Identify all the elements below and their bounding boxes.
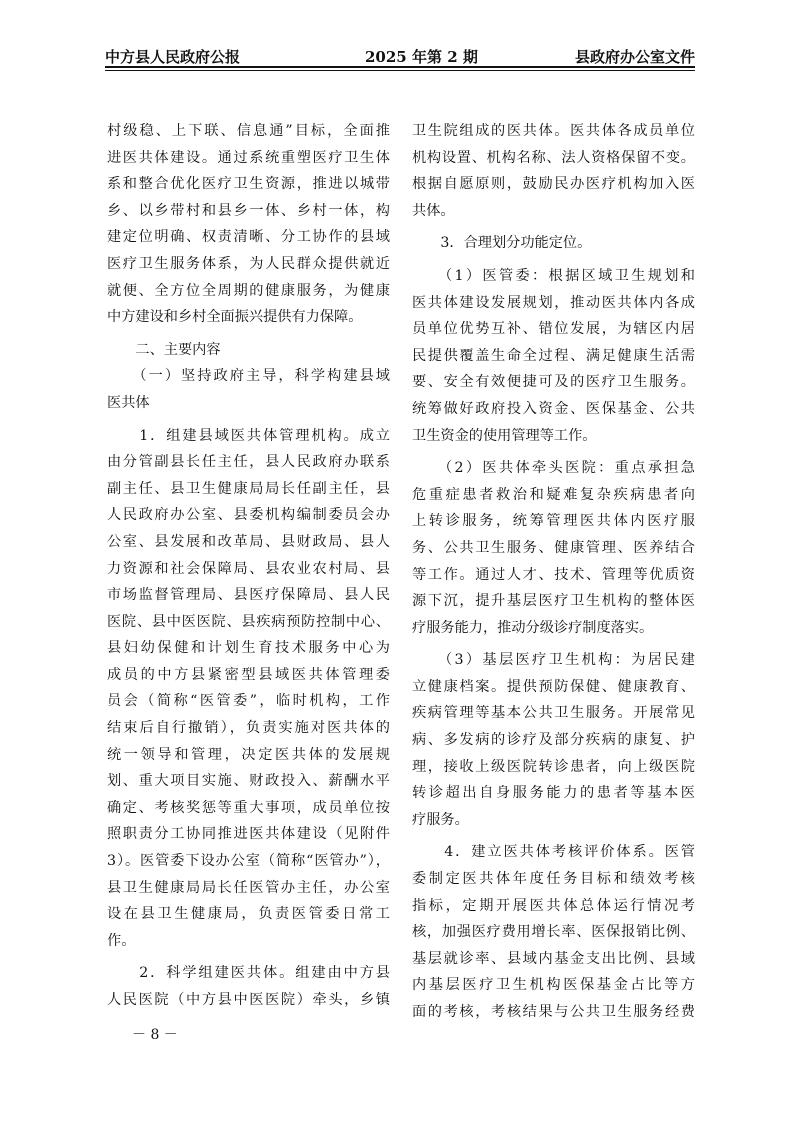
header-rule-thin — [105, 70, 695, 71]
text-line: （2）医共体牵头医院：重点承担急 — [412, 460, 695, 477]
text-line: 医共体 — [107, 394, 150, 411]
text-line: 基层就诊率、县域内基金支出比例、县域 — [412, 950, 695, 967]
header-publication-title: 中方县人民政府公报 — [105, 48, 241, 66]
header-rule-thick — [105, 66, 695, 68]
text-line: 统一领导和管理，决定医共体的发展规 — [107, 746, 390, 763]
text-line: 员会（简称“医管委”，临时机构，工作 — [107, 693, 390, 710]
text-line: 共体。 — [412, 202, 455, 219]
text-line: 理，接收上级医院转诊患者，向上级医院 — [412, 758, 695, 775]
text-line: 机构设置、机构名称、法人资格保留不变。 — [412, 149, 695, 166]
text-line: 结束后自行撤销），负责实施对医共体的 — [107, 720, 390, 737]
text-line: 医疗卫生服务体系，为人民群众提供就近 — [107, 255, 390, 272]
text-line: （一）坚持政府主导，科学构建县域 — [107, 368, 390, 385]
text-line: 卫生资金的使用管理等工作。 — [412, 427, 597, 444]
text-line: 照职责分工协同推进医共体建设（见附件 — [107, 826, 390, 843]
text-line: 民提供覆盖生命全过程、满足健康生活需 — [412, 347, 695, 364]
text-line: 副主任、县卫生健康局局长任副主任，县 — [107, 480, 390, 497]
text-line: 内基层医疗卫生机构医保基金占比等方 — [412, 977, 695, 994]
text-line: 公室、县发展和改革局、县财政局、县人 — [107, 533, 390, 550]
page-header — [105, 38, 695, 68]
text-line: 人民医院（中方县中医医院）牵头，乡镇 — [107, 992, 390, 1008]
text-line: 村级稳、上下联、信息通”目标，全面推 — [107, 123, 390, 139]
text-line: 指标，定期开展医共体总体运行情况考 — [412, 897, 695, 914]
text-line: 3．合理划分功能定位。 — [412, 235, 592, 252]
text-line: 就便、全方位全周期的健康服务，为健康 — [107, 282, 390, 299]
text-line: 病、多发病的诊疗及部分疾病的康复、护 — [412, 732, 695, 749]
text-line: 人民政府办公室、县委机构编制委员会办 — [107, 507, 390, 524]
header-issue: 2025 年第 2 期 — [365, 48, 478, 66]
text-line: 系和整合优化医疗卫生资源，推进以城带 — [107, 176, 390, 193]
text-line: 作。 — [107, 932, 136, 949]
text-line: 务、公共卫生服务、健康管理、医养结合 — [412, 539, 695, 556]
text-line: 县妇幼保健和计划生育技术服务中心为 — [107, 640, 390, 657]
text-line: 医共体建设发展规划，推动医共体内各成 — [412, 294, 695, 311]
text-line: （3）基层医疗卫生机构：为居民建 — [412, 652, 695, 669]
text-line: 卫生院组成的医共体。医共体各成员单位 — [412, 123, 695, 139]
header-section: 县政府办公室文件 — [574, 48, 695, 66]
text-line: 由分管副县长任主任，县人民政府办联系 — [107, 454, 390, 471]
left-text-column — [107, 118, 390, 1014]
text-line: 等工作。通过人才、技术、管理等优质资 — [412, 566, 695, 583]
text-line: 根据自愿原则，鼓励民办医疗机构加入医 — [412, 176, 695, 193]
text-line: 中方建设和乡村全面振兴提供有力保障。 — [107, 309, 363, 326]
text-line: 2．科学组建医共体。组建由中方县 — [107, 965, 390, 982]
text-line: 立健康档案。提供预防保健、健康教育、 — [412, 678, 695, 695]
text-line: 县卫生健康局局长任医管办主任，办公室 — [107, 879, 390, 896]
text-line: 要、安全有效便捷可及的医疗卫生服务。 — [412, 374, 695, 391]
right-text-column — [412, 118, 695, 1026]
text-line: 转诊超出自身服务能力的患者等基本医 — [412, 785, 695, 802]
text-line: 员单位优势互补、错位发展，为辖区内居 — [412, 321, 695, 338]
text-line: 医院、县中医医院、县疾病预防控制中心、 — [107, 613, 390, 630]
text-line: 1．组建县域医共体管理机构。成立 — [107, 427, 390, 444]
text-line: 面的考核，考核结果与公共卫生服务经费 — [412, 1004, 695, 1020]
text-line: 疗服务能力，推动分级诊疗制度落实。 — [412, 619, 654, 636]
text-line: 确定、考核奖惩等重大事项，成员单位按 — [107, 799, 390, 816]
page-number: － 8 － — [132, 1027, 178, 1043]
text-line: 源下沉，提升基层医疗卫生机构的整体医 — [412, 593, 695, 610]
text-line: 4．建立医共体考核评价体系。医管 — [412, 844, 695, 861]
text-line: 划、重大项目实施、财政投入、薪酬水平 — [107, 773, 390, 790]
text-line: 危重症患者救治和疑难复杂疾病患者向 — [412, 486, 695, 503]
text-line: 乡、以乡带村和县乡一体、乡村一体，构 — [107, 202, 390, 219]
text-line: 进医共体建设。通过系统重塑医疗卫生体 — [107, 149, 390, 166]
text-line: 设在县卫生健康局，负责医管委日常工 — [107, 906, 390, 923]
text-line: 核，加强医疗费用增长率、医保报销比例、 — [412, 924, 695, 941]
text-line: 委制定医共体年度任务目标和绩效考核 — [412, 871, 695, 888]
text-line: 3）。医管委下设办公室（简称“医管办”）， — [107, 853, 390, 870]
text-line: 二、主要内容 — [107, 341, 221, 358]
text-line: 疾病管理等基本公共卫生服务。开展常见 — [412, 705, 695, 722]
text-line: 市场监督管理局、县医疗保障局、县人民 — [107, 587, 390, 604]
text-line: 成员的中方县紧密型县域医共体管理委 — [107, 666, 390, 683]
text-line: 疗服务。 — [412, 811, 469, 828]
text-line: 力资源和社会保障局、县农业农村局、县 — [107, 560, 390, 577]
text-line: 上转诊服务，统筹管理医共体内医疗服 — [412, 513, 695, 530]
text-line: 统筹做好政府投入资金、医保基金、公共 — [412, 400, 695, 417]
text-line: 建定位明确、权责清晰、分工协作的县域 — [107, 229, 390, 246]
text-line: （1）医管委：根据区域卫生规划和 — [412, 267, 695, 284]
